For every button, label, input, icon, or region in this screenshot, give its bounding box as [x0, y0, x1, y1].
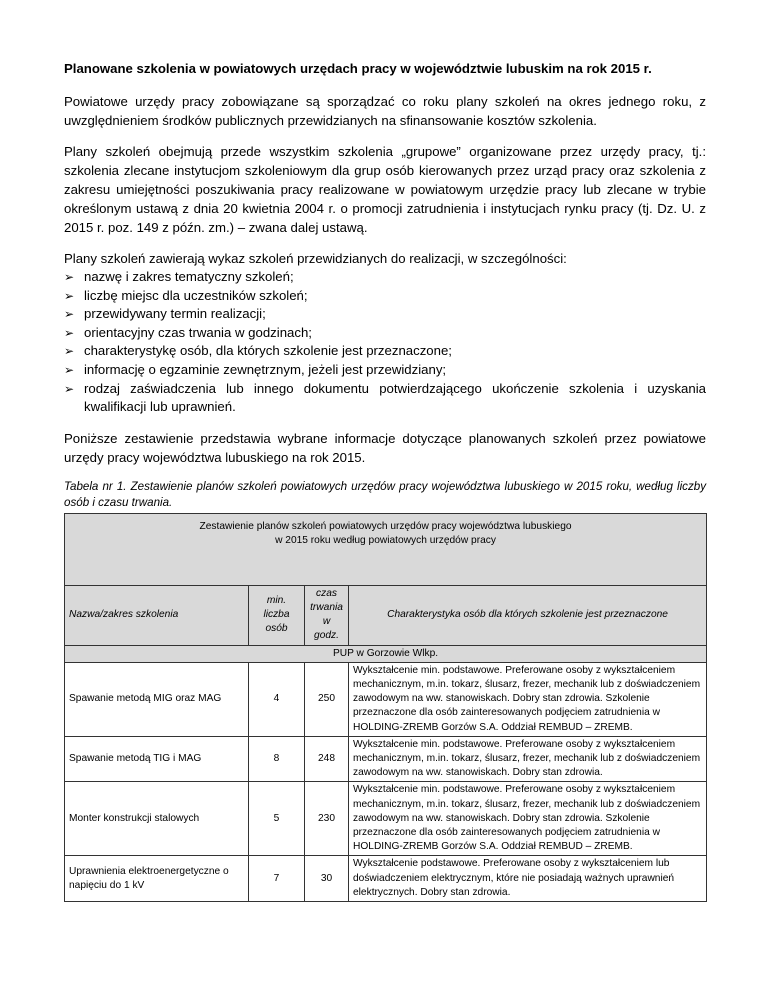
target-description: Wykształcenie min. podstawowe. Preferowane osoby z wykształceniem mechanicznym, m.in. tokarz, ślusarz, frezer, mechanik lub z doświadczeniem zawodowym na ww. stanowiskach. Dobry stan zdrowia. Szkolenie przeznaczone dla osób zainteresowanych podjęciem zatrudnienia w HOLDING-ZREMB Gorzów S.A. Oddział REMBUD – ZREMB.	[349, 782, 707, 856]
header-min-persons: min. liczba osób	[249, 585, 305, 645]
header-duration: czas trwania w godz.	[305, 585, 349, 645]
bullet-item: ➢ przewidywany termin realizacji;	[64, 305, 706, 324]
min-persons: 8	[249, 736, 305, 782]
min-persons: 7	[249, 856, 305, 902]
bullet-item: ➢ rodzaj zaświadczenia lub innego dokumentu potwierdzającego ukończenie szkolenia i uzyskania kwalifikacji lub uprawnień.	[64, 380, 706, 415]
table-row	[65, 782, 707, 856]
min-persons: 5	[249, 782, 305, 856]
table-title-row	[65, 513, 707, 585]
bullet-item: ➢ liczbę miejsc dla uczestników szkoleń;	[64, 287, 706, 306]
arrow-bullet-icon: ➢	[64, 288, 75, 303]
paragraph-intro: Powiatowe urzędy pracy zobowiązane są sporządzać co roku plany szkoleń na okres jednego roku, z uwzględnieniem środków publicznych przewidzianych na sfinansowanie kosztów szkolenia.	[64, 94, 706, 128]
training-name: Spawanie metodą TIG i MAG	[65, 736, 249, 782]
paragraph-list-intro: Plany szkoleń zawierają wykaz szkoleń przewidzianych do realizacji, w szczególności:	[64, 251, 567, 266]
duration-hours: 30	[305, 856, 349, 902]
section-label: PUP w Gorzowie Wlkp.	[65, 645, 707, 662]
table-row	[65, 856, 707, 902]
bullet-item: ➢ informację o egzaminie zewnętrznym, jeżeli jest przewidziany;	[64, 361, 706, 380]
table-caption: Tabela nr 1. Zestawienie planów szkoleń powiatowych urzędów pracy województwa lubuskiego w 2015 roku, według liczby osób i czasu trwania.	[64, 479, 706, 509]
bullet-item: ➢ nazwę i zakres tematyczny szkoleń;	[64, 268, 706, 287]
paragraph-summary: Poniższe zestawienie przedstawia wybrane informacje dotyczące planowanych szkoleń przez powiatowe urzędy pracy województwa lubuskiego na rok 2015.	[64, 430, 706, 465]
document-page	[64, 60, 706, 902]
arrow-bullet-icon: ➢	[64, 325, 75, 340]
training-name: Spawanie metodą MIG oraz MAG	[65, 662, 249, 736]
paragraph-scope: Plany szkoleń obejmują przede wszystkim szkolenia „grupowe” organizowane przez urzędy pracy, tj.: szkolenia zlecane instytucjom szkoleniowym dla grup osób kierowanych przez urząd pracy oraz szkolenia z zakresu umiejętności poszukiwania pracy realizowane w powiatowym urzędzie pracy lub zlecane w trybie określonym ustawą z dnia 20 kwietnia 2004 r. o promocji zatrudnienia i instytucjach rynku pracy (tj. Dz. U. z 2015 r. poz. 149 z późn. zm.) – zwana dalej ustawą.	[64, 144, 706, 235]
table-title: Zestawienie planów szkoleń powiatowych urzędów pracy województwa lubuskiego w 2015 roku według powiatowych urzędów pracy	[65, 513, 707, 585]
bullet-list	[64, 268, 706, 417]
table-row	[65, 736, 707, 782]
duration-hours: 248	[305, 736, 349, 782]
header-description: Charakterystyka osób dla których szkolenie jest przeznaczone	[349, 585, 707, 645]
arrow-bullet-icon: ➢	[64, 270, 75, 284]
duration-hours: 230	[305, 782, 349, 856]
training-name: Monter konstrukcji stalowych	[65, 782, 249, 856]
arrow-bullet-icon: ➢	[64, 307, 75, 322]
table-header-row	[65, 585, 707, 645]
table-row	[65, 662, 707, 736]
section-row	[65, 645, 707, 662]
arrow-bullet-icon: ➢	[64, 381, 75, 396]
bullet-item: ➢ orientacyjny czas trwania w godzinach;	[64, 324, 706, 343]
arrow-bullet-icon: ➢	[64, 362, 75, 377]
target-description: Wykształcenie min. podstawowe. Preferowane osoby z wykształceniem mechanicznym, m.in. tokarz, ślusarz, frezer, mechanik lub z doświadczeniem zawodowym na ww. stanowiskach. Dobry stan zdrowia.	[349, 736, 707, 782]
target-description: Wykształcenie min. podstawowe. Preferowane osoby z wykształceniem mechanicznym, m.in. tokarz, ślusarz, frezer, mechanik lub z doświadczeniem zawodowym na ww. stanowiskach. Dobry stan zdrowia. Szkolenie przeznaczone dla osób zainteresowanych podjęciem zatrudnienia w HOLDING-ZREMB Gorzów S.A. Oddział REMBUD – ZREMB.	[349, 662, 707, 736]
duration-hours: 250	[305, 662, 349, 736]
bullet-item: ➢ charakterystykę osób, dla których szkolenie jest przeznaczone;	[64, 342, 706, 361]
target-description: Wykształcenie podstawowe. Preferowane osoby z wykształceniem lub doświadczeniem elektrycznym, które nie posiadają ważnych uprawnień elektrycznych. Dobry stan zdrowia.	[349, 856, 707, 902]
training-name: Uprawnienia elektroenergetyczne o napięciu do 1 kV	[65, 856, 249, 902]
training-plan-table	[64, 513, 707, 902]
min-persons: 4	[249, 662, 305, 736]
arrow-bullet-icon: ➢	[64, 344, 75, 359]
document-title: Planowane szkolenia w powiatowych urzędach pracy w województwie lubuskim na rok 2015 r.	[64, 61, 652, 76]
header-name: Nazwa/zakres szkolenia	[65, 585, 249, 645]
